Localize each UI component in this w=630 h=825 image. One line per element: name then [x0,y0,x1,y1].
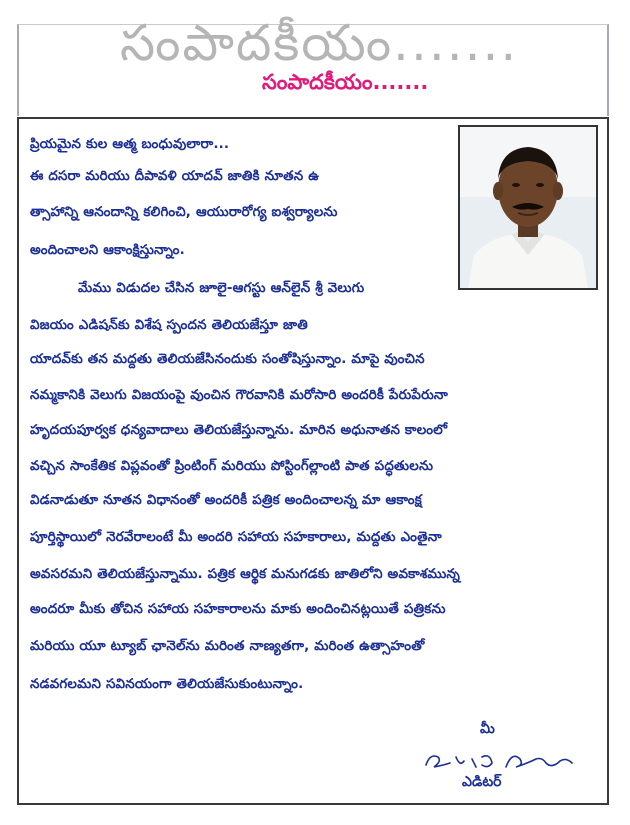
signature-salutation: మీ [480,721,495,737]
body-line-9: హృదయపూర్వక ధన్యవాదాలు తెలియజేస్తున్నాను. మారిన అధునాతన కాలంలో [30,423,448,438]
header-watermark: సంపాదకీయం....... [120,14,519,72]
body-line-6: విజయం ఎడిషన్‌కు విశేష స్పందన తెలియజేస్తూ జాతి [30,318,308,333]
body-line-13: అవసరమని తెలియజేస్తున్నాము. పత్రిక ఆర్థిక మనుగడకు జాతిలోని అవకాశమున్న [30,567,460,582]
body-line-16: నడవగలమని సవినయంగా తెలియజేసుకుంటున్నాం. [30,677,304,692]
body-line-1: ప్రియమైన కుల ఆత్మ బంధువులారా... [30,137,230,152]
editor-signature [420,743,580,773]
body-line-3: త్సాహాన్ని ఆనందాన్ని కలిగించి, ఆయురారోగ్య ఐశ్వర్యాలను [30,205,338,220]
editor-photo [458,125,598,290]
page-title: సంపాదకీయం....... [262,70,429,94]
body-line-8: నమ్మకానికి వెలుగు విజయంపై వుంచిన గౌరవానికి మరోసారి అందరికీ పేరుపేరునా [30,388,449,403]
editor-photo-drawing [460,127,596,288]
body-line-15: మరియు యూ ట్యూబ్ ఛానెల్‌ను మరింత నాణ్యతగా, మరింత ఉత్సాహంతో [30,639,425,654]
body-line-2: ఈ దసరా మరియు దీపావళి యాదవ్ జాతికి నూతన ఉ [30,169,320,184]
body-line-12: పూర్తిస్థాయిలో నెరవేరాలంటే మీ అందరి సహాయ సహకారాలు, మద్దతు ఎంతైనా [30,530,442,545]
signature-role: ఎడిటర్ [462,774,502,790]
body-line-14: అందరూ మీకు తోచిన సహాయ సహకారాలను మాకు అందించినట్లయితే పత్రికను [30,602,446,617]
body-line-5: మేము విడుదల చేసిన జూలై-ఆగస్టు ఆన్‌లైన్ శ్రీ వెలుగు [78,281,365,296]
body-line-11: విడనాడుతూ నూతన విధానంతో అందరికీ పత్రిక అందించాలన్న మా ఆకాంక్ష [30,493,422,508]
body-line-10: వచ్చిన సాంకేతిక విప్లవంతో ప్రింటింగ్ మరియు పోస్టింగ్‌ల్లాంటి పాత పద్ధతులను [30,459,434,474]
body-line-4: అందించాలని ఆకాంక్షిస్తున్నాం. [30,243,185,258]
body-line-7: యాదవ్‌కు తన మద్దతు తెలియజేసినందుకు సంతోషిస్తున్నాం. మాపై వుంచిన [30,352,425,367]
